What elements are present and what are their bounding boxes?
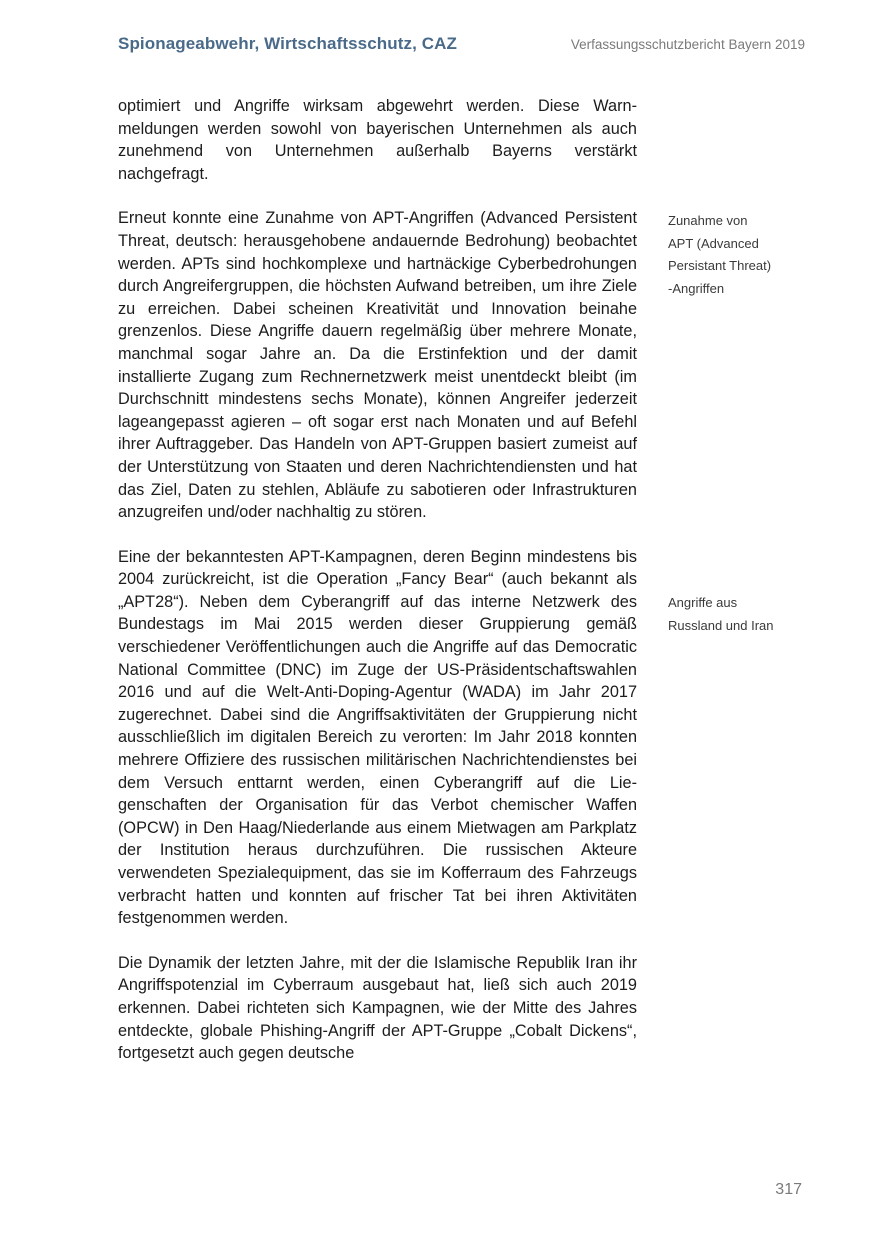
margin-note-line: Russland und Iran [668, 617, 774, 633]
running-header-subtitle: Verfassungsschutzbericht Bayern 2019 [570, 37, 805, 52]
paragraph-warnmeldungen: optimiert und Angriffe wirksam abgewehrt werden. Diese Warnmeldungen werden sowohl von bayerischen Unternehmen als auch zunehmend von Unternehmen außerhalb Bayerns verstärkt nachgefragt. [118, 97, 637, 183]
paragraph-apt-angriffe: Erneut konnte eine Zunahme von APT-Angriffen (Advanced Persistent Threat, deutsch: herausgehobene andauernde Bedrohung) beobachtet werden. APTs sind hochkomplexe und hartnäckige Cyberbedrohungen durch Angreifergruppen, die höchsten Aufwand betreiben, um ihre Ziele zu erreichen. Dabei scheinen Kreativität und Innovation beinahe grenzenlos. Diese Angriffe dauern regelmäßig über mehrere Monate, manchmal sogar Jahre an. Da die Erstinfektion und der damit installierte Zugang zum Rechnernetzwerk meist unentdeckt bleibt (im Durchschnitt mindestens sechs Monate), können Angreifer jederzeit lageangepasst agieren – oft sogar erst nach Monaten und auf Befehl ihrer Auftraggeber. Das Handeln von APT-Gruppen basiert zumeist auf der Unterstützung von Staaten und deren Nachrichtendiensten und hat das Ziel, Daten zu stehlen, Abläufe zu sabotieren oder Infrastrukturen anzugreifen und/oder nachhaltig zu stören. [118, 209, 637, 522]
margin-note-russia-iran [668, 592, 808, 637]
margin-note-line: APT (Advanced [668, 235, 759, 251]
body-text-column [118, 95, 637, 1087]
margin-note-line: Zunahme von [668, 213, 748, 228]
margin-note-line: Persistant Threat) [668, 258, 772, 274]
page-number: 317 [775, 1181, 802, 1198]
paragraph-fancy-bear: Eine der bekanntesten APT-Kampagnen, deren Beginn mindestens bis 2004 zurückreicht, ist die Operation „Fancy Bear“ (auch bekannt als „APT28“). Neben dem Cyberangriff auf das interne Netzwerk des Bundestags im Mai 2015 werden dieser Gruppierung gemäß verschiedener Veröffentlichungen auch die Angriffe auf das Democratic National Committee (DNC) im Zuge der US-Präsidentschaftswahlen 2016 und auf die Welt-Anti-Doping-Agentur (WADA) im Jahr 2017 zugerechnet. Dabei sind die Angriffsaktivitäten der Gruppierung nicht ausschließlich im digitalen Bereich zu verorten: Im Jahr 2018 konnten mehrere Offiziere des russischen militärischen Nachrichtendienstes bei dem Versuch enttarnt werden, einen Cyberangriff auf die Liegenschaften der Organisation für das Verbot chemischer Waffen (OPCW) in Den Haag/Niederlande aus einem Mietwagen am Parkplatz der Institution heraus durchzuführen. Die russischen Akteure verwendeten Spezialequipment, das sie im Kofferraum des Fahrzeugs verbracht hatten und konnten auf frischer Tat bei ihren Aktivitäten festgenommen werden. [118, 547, 637, 928]
margin-note-apt [668, 210, 808, 300]
running-header-title: Spionageabwehr, Wirtschaftsschutz, CAZ [118, 34, 457, 53]
margin-note-line: -Angriffen [668, 280, 725, 296]
margin-note-line: Angriffe aus [668, 595, 738, 610]
paragraph-iran: Die Dynamik der letzten Jahre, mit der die Islamische Republik Iran ihr Angriffspotenzial im Cyberraum ausgebaut hat, ließ sich auch 2019 erkennen. Dabei richteten sich Kampagnen, wie der Mitte des Jahres entdeckte, globale Phishing-Angriff der APT-Gruppe „Cobalt Dickens“, fortgesetzt auch gegen deutsche [118, 953, 637, 1063]
